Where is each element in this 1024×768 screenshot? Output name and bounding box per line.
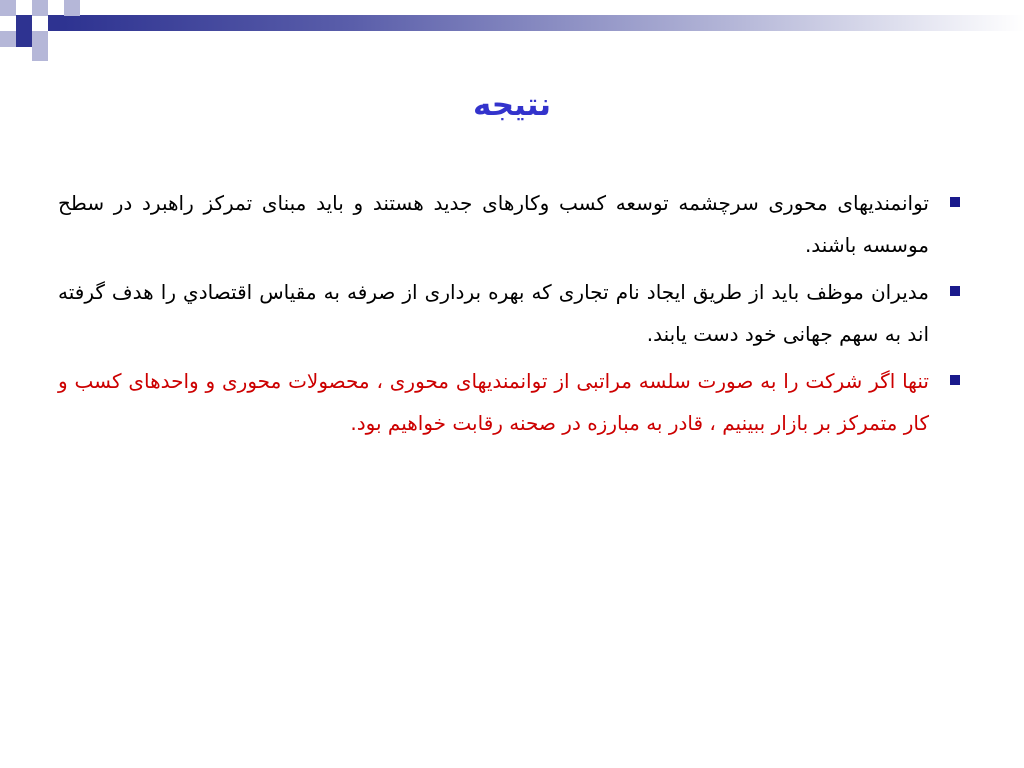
bullet-item <box>58 182 960 266</box>
slide-title: نتیجه <box>472 87 552 123</box>
decorative-square <box>16 15 32 31</box>
bullet-list <box>58 182 960 449</box>
decorative-square <box>16 31 32 47</box>
decorative-square <box>0 31 16 47</box>
bullet-item <box>58 360 960 444</box>
decorative-square <box>48 15 64 31</box>
decorative-square <box>32 45 48 61</box>
decorative-gradient-bar <box>64 15 1024 31</box>
bullet-item <box>58 271 960 355</box>
bullet-text: مدیران موظف باید از طریق ایجاد نام تجاری که بهره برداری از صرفه به مقیاس اقتصادي را هدف گرفته اند به سهم جهانی خود دست یابند. <box>58 280 929 346</box>
decorative-square <box>0 0 16 16</box>
square-bullet-icon <box>950 197 960 207</box>
square-bullet-icon <box>950 286 960 296</box>
decorative-square <box>64 0 80 16</box>
bullet-text: توانمندیهای محوری سرچشمه توسعه کسب وکارهای جدید هستند و باید مبنای تمرکز راهبرد در سطح موسسه باشند. <box>58 191 929 257</box>
bullet-text: تنها اگر شرکت را به صورت سلسه مراتبی از توانمندیهای محوری ، محصولات محوری و واحدهای کسب و کار متمرکز بر بازار ببینیم ، قادر به مبارزه در صحنه رقابت خواهیم بود. <box>58 369 929 435</box>
square-bullet-icon <box>950 375 960 385</box>
decorative-square <box>32 0 48 16</box>
